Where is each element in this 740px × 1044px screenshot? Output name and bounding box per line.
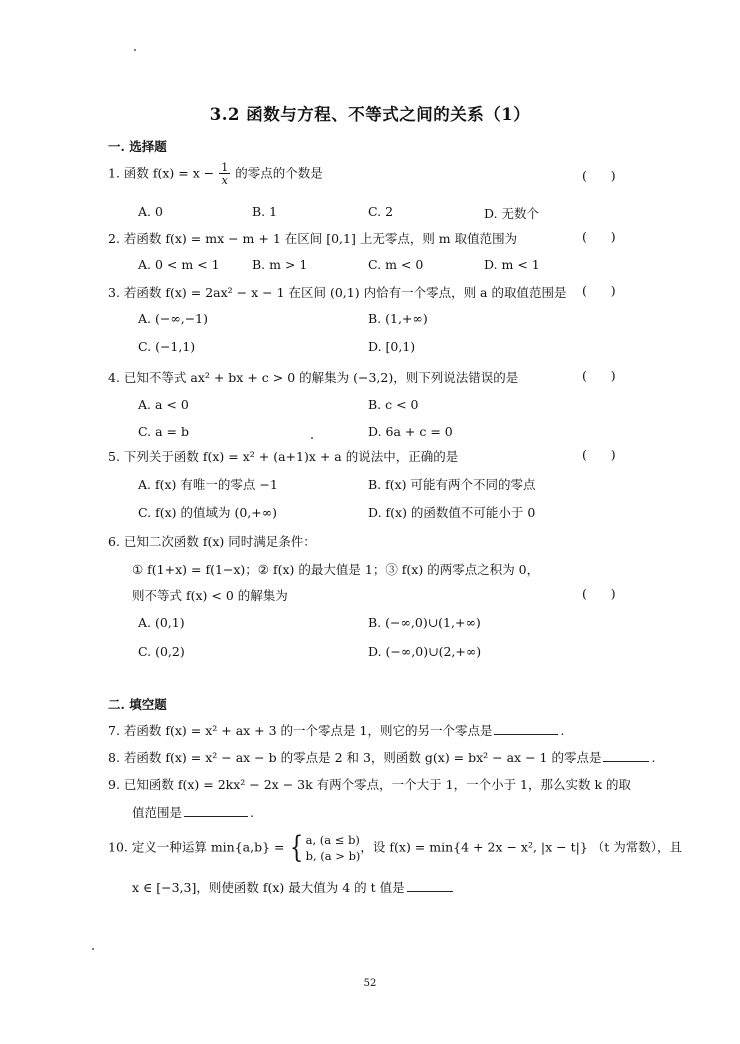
page-number: 52 xyxy=(363,978,377,989)
answer-parentheses: ( ) xyxy=(582,447,616,462)
q6-option-b: B. (−∞,0)∪(1,+∞) xyxy=(368,615,481,630)
scan-speck xyxy=(134,49,136,51)
q3-option-d: D. [0,1) xyxy=(368,339,416,354)
q1-option-a: A. 0 xyxy=(138,204,163,219)
q6-option-c: C. (0,2) xyxy=(138,644,185,659)
question-7: 7. 若函数 f(x) = x² + ax + 3 的一个零点是 1，则它的另一个零点是 . xyxy=(108,723,565,738)
answer-parentheses: ( ) xyxy=(582,168,616,183)
q4-option-a: A. a < 0 xyxy=(138,397,189,412)
section-heading-choice: 一. 选择题 xyxy=(108,139,167,154)
q5-option-d: D. f(x) 的函数值不可能小于 0 xyxy=(368,505,536,520)
question-2: 2. 若函数 f(x) = mx − m + 1 在区间 [0,1] 上无零点，则 m 取值范围为 xyxy=(108,231,518,246)
question-1: 1. 函数 f(x) = x − $\frac{1}{x}$ 的零点的个数是 xyxy=(108,161,323,187)
answer-blank[interactable] xyxy=(603,749,649,762)
question-9: 9. 已知函数 f(x) = 2kx² − 2x − 3k 有两个零点，一个大于 1，一个小于 1，那么实数 k 的取 xyxy=(108,777,632,792)
question-4: 4. 已知不等式 ax² + bx + c > 0 的解集为 (−3,2)，则下列说法错误的是 xyxy=(108,370,519,385)
q5-option-b: B. f(x) 可能有两个不同的零点 xyxy=(368,477,536,492)
section-heading-fill-in: 二. 填空题 xyxy=(108,697,167,712)
q5-option-c: C. f(x) 的值域为 (0,+∞) xyxy=(138,505,278,520)
question-10: 10. 定义一种运算 min{a,b} = { a, (a ≤ b) b, (a > b) ，设 f(x) = min{4 + 2x − x², |x − t|} （t 为常数），且 xyxy=(108,830,682,865)
q6-option-a: A. (0,1) xyxy=(138,615,185,630)
q4-option-b: B. c < 0 xyxy=(368,397,419,412)
q1-option-c: C. 2 xyxy=(368,204,394,219)
q1-option-b: B. 1 xyxy=(252,204,278,219)
q2-option-c: C. m < 0 xyxy=(368,257,424,272)
question-9-continued: 值范围是 . xyxy=(132,805,254,820)
q3-option-a: A. (−∞,−1) xyxy=(138,311,209,326)
answer-parentheses: ( ) xyxy=(582,283,616,298)
q4-option-d: D. 6a + c = 0 xyxy=(368,424,453,439)
q3-option-c: C. (−1,1) xyxy=(138,339,196,354)
q5-option-a: A. f(x) 有唯一的零点 −1 xyxy=(138,477,278,492)
question-10-continued: x ∈ [−3,3]，则使函数 f(x) 最大值为 4 的 t 值是 xyxy=(132,878,455,896)
scan-speck xyxy=(311,437,313,439)
q2-option-d: D. m < 1 xyxy=(484,257,540,272)
question-6: 6. 已知二次函数 f(x) 同时满足条件： xyxy=(108,534,316,549)
q4-option-c: C. a = b xyxy=(138,424,189,439)
q3-option-b: B. (1,+∞) xyxy=(368,311,428,326)
answer-parentheses: ( ) xyxy=(582,229,616,244)
question-6-conditions: ① f(1+x) = f(1−x)；② f(x) 的最大值是 1；③ f(x) 的两零点之积为 0， xyxy=(132,562,540,577)
question-3: 3. 若函数 f(x) = 2ax² − x − 1 在区间 (0,1) 内恰有一个零点，则 a 的取值范围是 xyxy=(108,285,567,300)
answer-parentheses: ( ) xyxy=(582,586,616,601)
fraction: $\frac{1}{x}$ xyxy=(221,161,229,187)
answer-blank[interactable] xyxy=(184,804,248,817)
question-8: 8. 若函数 f(x) = x² − ax − b 的零点是 2 和 3，则函数 g(x) = bx² − ax − 1 的零点是 . xyxy=(108,750,656,765)
q6-option-d: D. (−∞,0)∪(2,+∞) xyxy=(368,644,482,659)
answer-parentheses: ( ) xyxy=(582,368,616,383)
answer-blank[interactable] xyxy=(494,722,558,735)
piecewise-cases: a, (a ≤ b) b, (a > b) xyxy=(305,833,361,863)
q1-option-d: D. 无数个 xyxy=(484,206,540,221)
question-6-ask: 则不等式 f(x) < 0 的解集为 xyxy=(132,588,288,603)
q2-option-b: B. m > 1 xyxy=(252,257,308,272)
page-title: 3.2 函数与方程、不等式之间的关系（1） xyxy=(209,105,531,124)
question-5: 5. 下列关于函数 f(x) = x² + (a+1)x + a 的说法中，正确的是 xyxy=(108,449,459,464)
scan-speck xyxy=(92,948,94,950)
left-brace: { xyxy=(289,830,303,865)
q2-option-a: A. 0 < m < 1 xyxy=(138,257,220,272)
answer-blank[interactable] xyxy=(407,879,453,892)
